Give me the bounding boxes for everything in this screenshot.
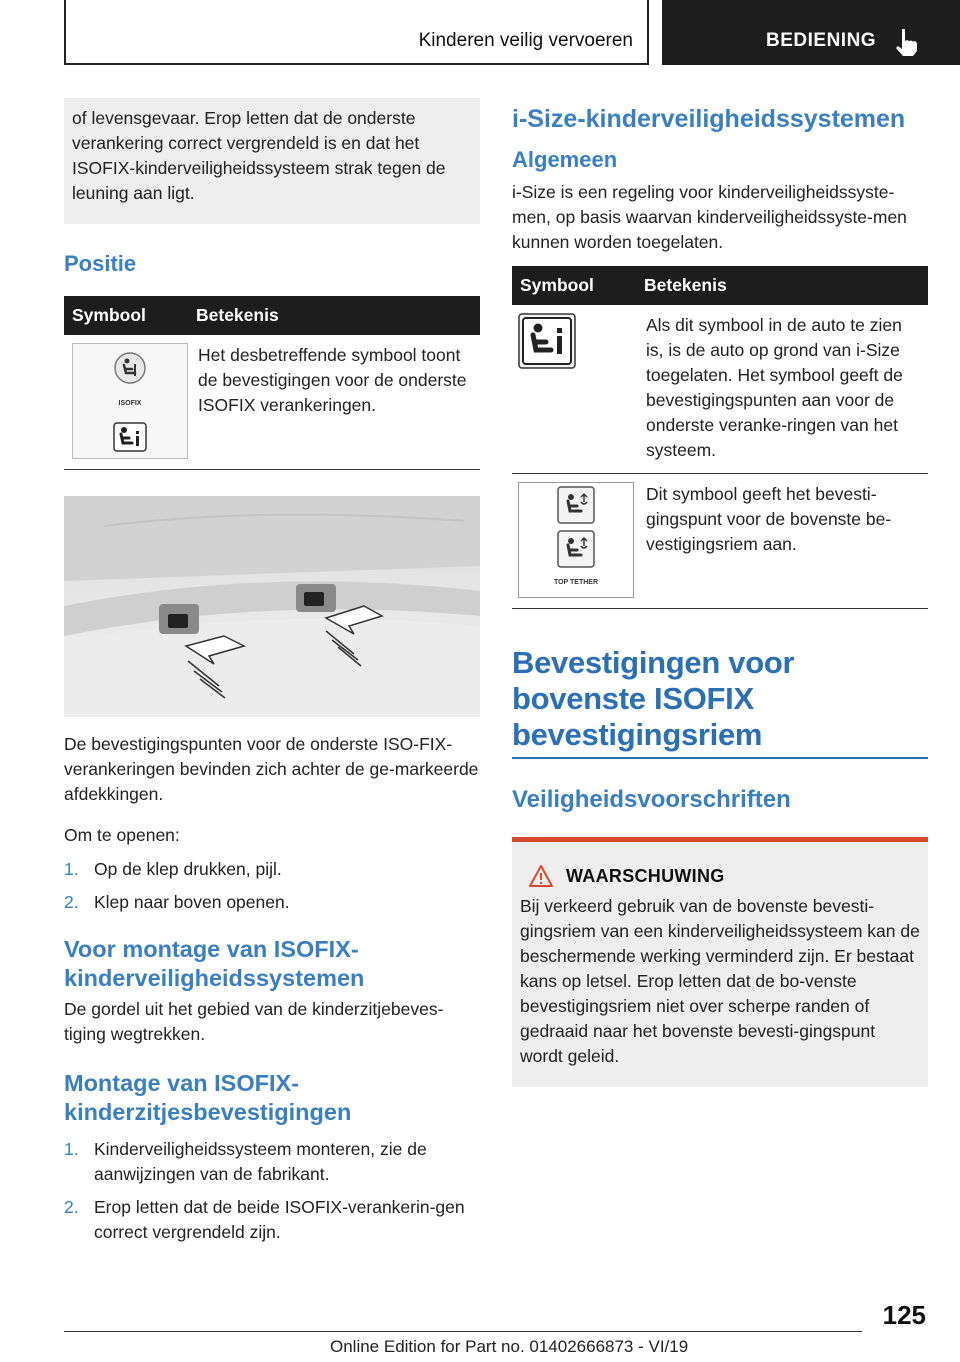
- table-header-meaning: Betekenis: [188, 296, 480, 335]
- voor-montage-heading: Voor montage van ISOFIX-kinderveiligheidssystemen: [64, 936, 365, 991]
- veiligheid-heading: Veiligheidsvoorschriften: [512, 786, 791, 813]
- table-row: [512, 474, 928, 609]
- isize-seat-icon: [113, 422, 147, 452]
- list-item: 2. Klep naar boven openen.: [64, 892, 290, 912]
- table-row: [64, 335, 480, 470]
- page-number: 125: [882, 1300, 926, 1330]
- isize-seat-icon: [518, 313, 576, 369]
- warning-box: [512, 837, 928, 1087]
- table-header-meaning: Betekenis: [636, 266, 928, 305]
- warning-text: Bij verkeerd gebruik van de bovenste bevesti-gingsriem van een kinderveiligheidssysteem kan de beschermende werking verminderd zijn. Er bestaat kans op letsel. Erop letten dat de bo-venste bevestigingsriem niet over scherpe randen of gedraaid naar het bovenste bevesti-gingspunt wordt geleid.: [520, 896, 920, 1066]
- isofix-symbol-image: [72, 343, 188, 459]
- voor-montage-text: De gordel uit het gebied van de kinderzitjebeves-tiging wegtrekken.: [64, 999, 444, 1044]
- footer-edition: Online Edition for Part no. 01402666873 - VI/19: [330, 1337, 689, 1356]
- isofix-anchor-icon: [113, 351, 147, 385]
- isize-heading: i-Size-kinderveiligheidssystemen: [512, 105, 906, 133]
- footer-divider: [64, 1331, 862, 1332]
- bevestigingen-heading: Bevestigingen voor bovenste ISOFIX bevestigingsriem: [512, 645, 928, 759]
- table-header-symbol: Symbool: [512, 266, 636, 305]
- open-steps-list: [64, 857, 480, 915]
- table-row: [512, 305, 928, 474]
- isofix-anchor-photo: [64, 496, 480, 717]
- table-cell-meaning: Als dit symbool in de auto te zien is, is de auto op grond van i-Size toegelaten. Het symbool geeft de bevestigingspunten aan voor de onderste veranke-ringen van het systeem.: [636, 305, 928, 474]
- header-section-box: [64, 0, 649, 65]
- header-section-title: Kinderen veilig vervoeren: [418, 30, 633, 51]
- isize-symbol-table: [512, 266, 928, 609]
- right-column: [512, 98, 928, 1087]
- warning-triangle-icon: [528, 864, 554, 888]
- isofix-symbol-table: [64, 296, 480, 470]
- header-chapter-title: BEDIENING: [766, 30, 877, 51]
- positie-heading: Positie: [64, 251, 137, 276]
- montage-heading: Montage van ISOFIX-kinderzitjesbevestigingen: [64, 1070, 352, 1125]
- warning-title: WAARSCHUWING: [566, 865, 725, 886]
- algemeen-heading: Algemeen: [512, 147, 618, 172]
- open-label: Om te openen:: [64, 825, 180, 845]
- pointing-hand-icon: [893, 27, 919, 57]
- list-item: 1. Kinderveiligheidssysteem monteren, zie de aanwijzingen van de fabrikant.: [64, 1139, 427, 1184]
- left-column: [64, 98, 480, 1253]
- top-tether-icon: [557, 530, 595, 568]
- montage-steps-list: [64, 1137, 480, 1245]
- top-tether-icon: [557, 486, 595, 524]
- table-header-symbol: Symbool: [64, 296, 188, 335]
- header-chapter-box: [662, 0, 960, 65]
- intro-note: of levensgevaar. Erop letten dat de onderste verankering correct vergrendeld is en dat het ISOFIX-kinderveiligheidssysteem strak tegen de leuning aan ligt.: [64, 98, 480, 224]
- list-item: 1. Op de klep drukken, pijl.: [64, 859, 282, 879]
- photo-caption: De bevestigingspunten voor de onderste ISO-FIX-verankeringen bevinden zich achter de ge-markeerde afdekkingen.: [64, 734, 479, 804]
- list-item: 2. Erop letten dat de beide ISOFIX-verankerin-gen correct vergrendeld zijn.: [64, 1197, 465, 1242]
- isofix-label: ISOFIX: [118, 399, 142, 407]
- table-cell-meaning: Dit symbool geeft het bevesti-gingspunt voor de bovenste be-vestigingsriem aan.: [636, 474, 928, 609]
- algemeen-text: i-Size is een regeling voor kinderveiligheidssyste-men, op basis waarvan kinderveiligheidssyste-men kunnen worden toegelaten.: [512, 182, 907, 252]
- top-tether-symbol-image: [518, 482, 634, 598]
- top-tether-label: TOP TETHER: [553, 578, 599, 586]
- table-cell-meaning: Het desbetreffende symbool toont de bevestigingen voor de onderste ISOFIX verankeringen.: [188, 335, 480, 470]
